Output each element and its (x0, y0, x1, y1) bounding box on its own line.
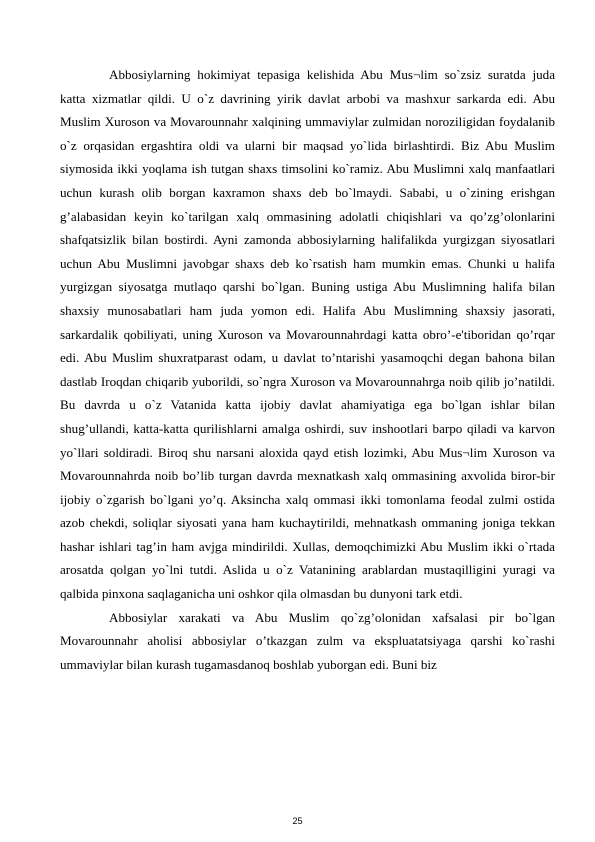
paragraph-2: Abbosiylar xarakati va Abu Muslim qo`zg’olonidan xafsalasi pir bo`lgan Movarounnahr aholisi abbosiylar o’tkazgan zulm va ekspluatatsiyaga qarshi ko`rashi ummaviylar bilan kurash tugamasdanoq boshlab yuborgan edi. Buni biz (60, 609, 555, 672)
paragraph-1: Abbosiylarning hokimiyat tepasiga kelishida Abu Mus¬lim so`zsiz suratda juda katta xizmatlar qildi. U o`z davrining yirik davlat arbobi va mashxur sarkarda edi. Abu Muslim Xuroson va Movarounnahr xalqining ummaviylar zulmidan noroziligidan foydalanib o`z orqasidan ergashtira oldi va ularni bir maqsad yo`lida birlashtirdi. Biz Abu Muslim siymosida ikki yoqlama ish tutgan shaxs timsolini ko`ramiz. Abu Muslimni xalq manfaatlari uchun kurash olib borgan kaxramon shaxs deb bo`lmaydi. Sababi, u o`zining erishgan g’alabasidan keyin ko`tarilgan xalq ommasining adolatli chiqishlari va qo’zg’olonlarini shafqatsizlik bilan bostirdi. Ayni zamonda abbosiylarning halifalikda yurgizgan siyosatlari uchun Abu Muslimni javobgar shaxs deb ko`rsatish ham mumkin emas. Chunki u halifa yurgizgan siyosatga mutlaqo qarshi bo`lgan. Buning ustiga Abu Muslimning halifa bilan shaxsiy munosabatlari ham juda yomon edi. Halifa Abu Muslimning shaxsiy jasorati, sarkardalik qobiliyati, uning Xuroson va Movarounnahrdagi katta obro’-e'tiboridan qo’rqar edi. Abu Muslim shuxratparast odam, u davlat to’ntarishi yasamoqchi degan bahona bilan dastlab Iroqdan chiqarib yuborildi, so`ngra Xuroson va Movarounnahrga noib qilib jo’natildi. Bu davrda u o`z Vatanida katta ijobiy davlat ahamiyatiga ega bo`lgan ishlar bilan shug’ullandi, katta-katta qurilishlarni amalga oshirdi, suv inshootlari barpo qiladi va karvon yo`llari soldiradi. Biroq shu narsani aloxida qayd etish lozimki, Abu Mus¬lim Xuroson va Movarounnahrda noib bo’lib turgan davrda mexnatkash xalq ommasining axvolida biror-bir ijobiy o`zgarish bo`lgani yo’q. Aksincha xalq ommasi ikki tomonlama feodal zulmi ostida azob chekdi, soliqlar siyosati yana ham kuchaytirildi, mehnatkash ommaning joniga tekkan hashar ishlari tag’in ham avjga mindirildi. Xullas, demoqchimizki Abu Muslim ikki o`rtada arosatda qolgan yo`lni tutdi. Aslida u o`z Vatanining arablardan mustaqilligini yuragi va qalbida pinxona saqlaganicha uni oshkor qila olmasdan bu dunyoni tark etdi. (60, 67, 555, 602)
body-text (60, 63, 555, 676)
page-number: 25 (292, 816, 303, 826)
